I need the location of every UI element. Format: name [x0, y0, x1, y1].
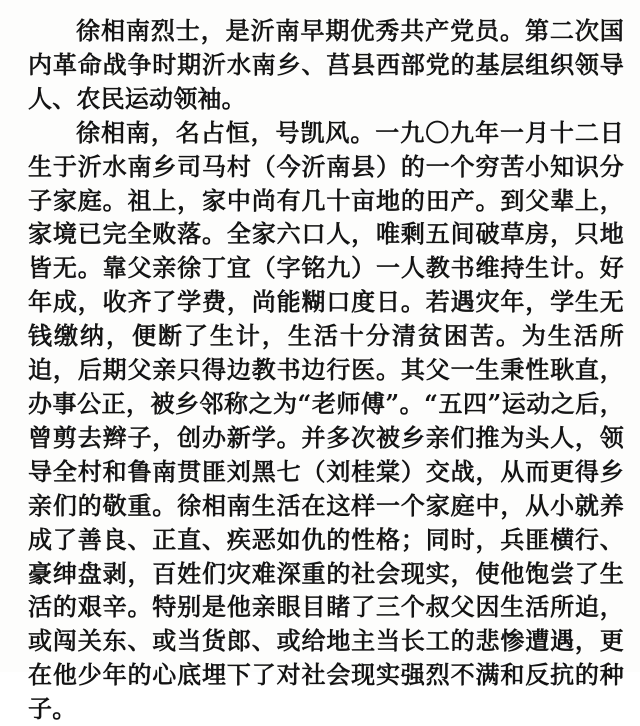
paragraph-biography: 徐相南，名占恒，号凯风。一九〇九年一月十二日生于沂水南乡司马村（今沂南县）的一个穷苦小知识分子家庭。祖上，家中尚有几十亩地的田产。到父辈上，家境已完全败落。全家六口人，唯剩五间破草房，只地皆无。靠父亲徐丁宜（字铭九）一人教书维持生计。好年成，收齐了学费，尚能糊口度日。若遇灾年，学生无钱缴纳，便断了生计，生活十分清贫困苦。为生活所迫，后期父亲只得边教书边行医。其父一生秉性耿直，办事公正，被乡邻称之为“老师傅”。“五四”运动之后，曾剪去辫子，创办新学。并多次被乡亲们推为头人，领导全村和鲁南贯匪刘黑七（刘桂棠）交战，从而更得乡亲们的敬重。徐相南生活在这样一个家庭中，从小就养成了善良、正直、疾恶如仇的性格；同时，兵匪横行、豪绅盘剥，百姓们灾难深重的社会现实，使他饱尝了生活的艰辛。特别是他亲眼目睹了三个叔父因生活所迫，或闯关东、或当货郎、或给地主当长工的悲惨遭遇，更在他少年的心底埋下了对社会现实强烈不满和反抗的种子。 — [28, 117, 624, 724]
article-body — [28, 14, 624, 726]
paragraph-intro: 徐相南烈士，是沂南早期优秀共产党员。第二次国内革命战争时期沂水南乡、莒县西部党的基层组织领导人、农民运动领袖。 — [28, 16, 624, 113]
